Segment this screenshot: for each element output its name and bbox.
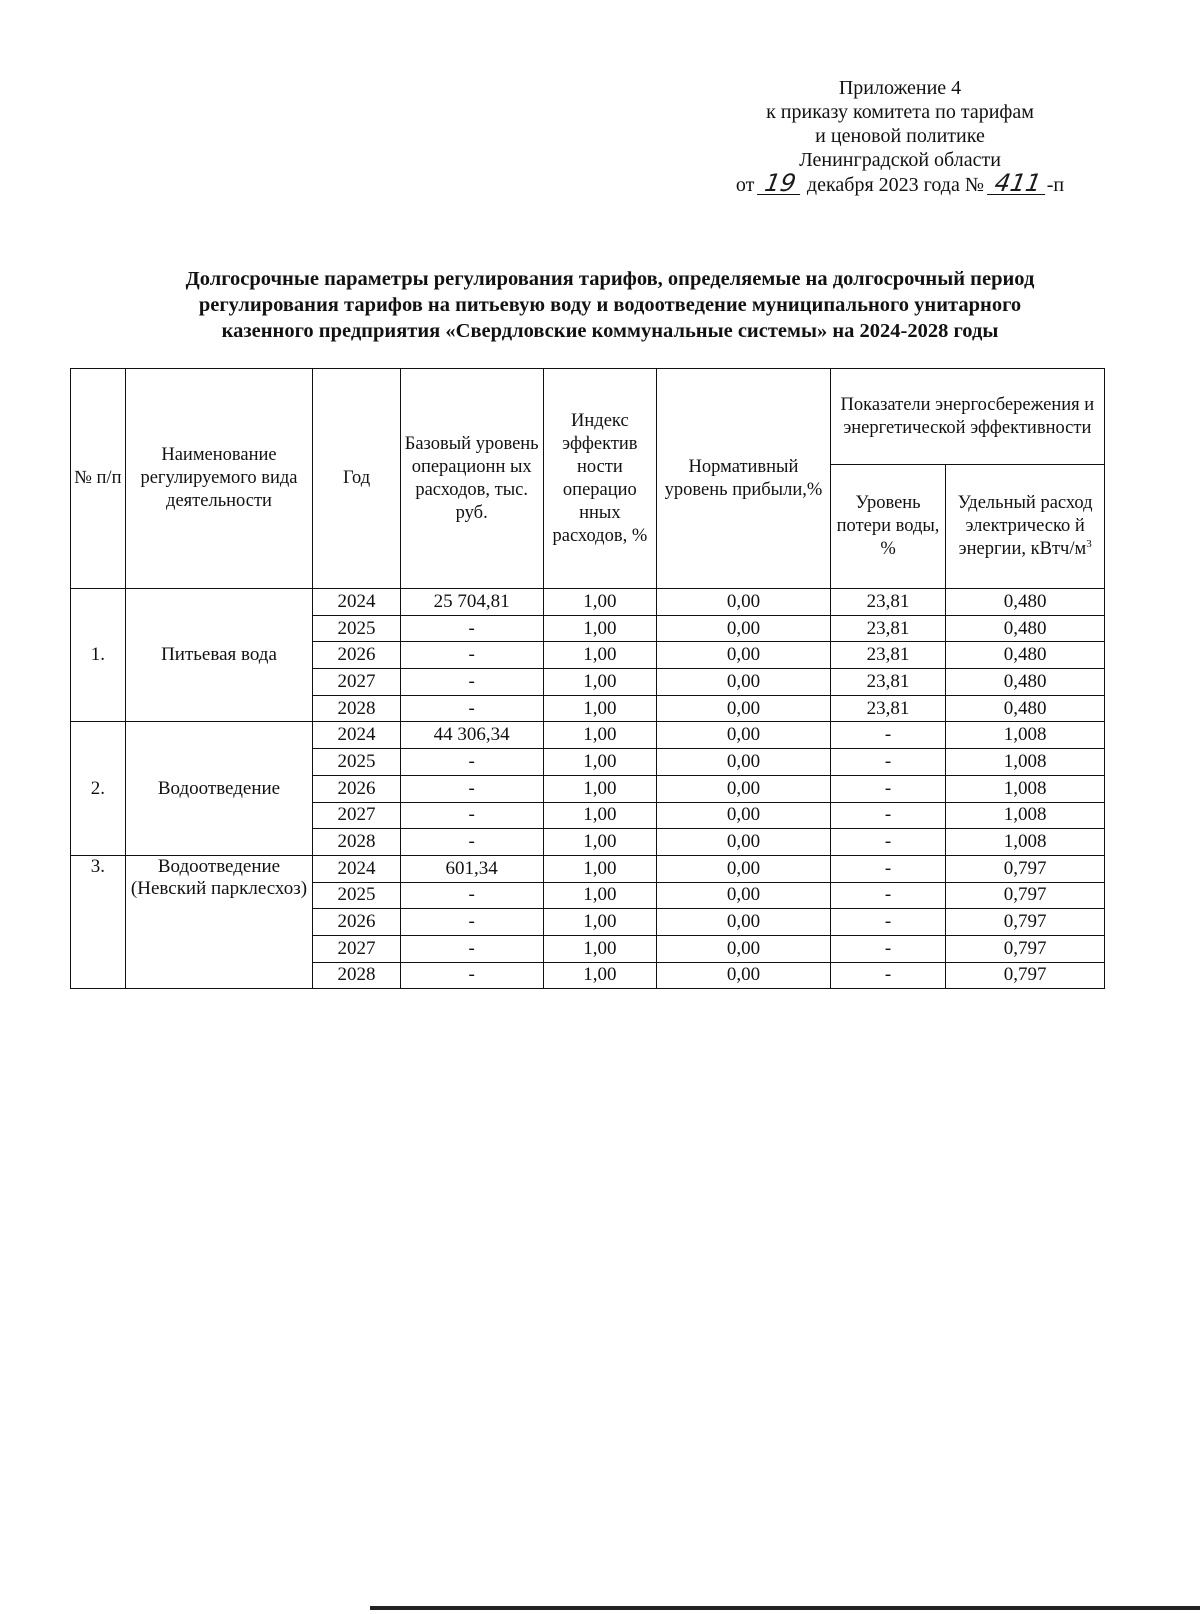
cell-base: - <box>400 669 543 696</box>
cell-year: 2026 <box>313 909 401 936</box>
order-suffix: -п <box>1046 174 1065 196</box>
cell-loss: - <box>830 909 946 936</box>
cell-year: 2024 <box>313 589 401 616</box>
header-name: Наименование регулируемого вида деятельности <box>125 369 313 589</box>
cell-base: - <box>400 615 543 642</box>
cell-specific: 1,008 <box>946 775 1105 802</box>
cell-specific: 1,008 <box>946 722 1105 749</box>
header-specific-sup: 3 <box>1086 537 1092 550</box>
cell-specific: 0,797 <box>946 935 1105 962</box>
cell-base: - <box>400 642 543 669</box>
cell-index: 1,00 <box>543 695 657 722</box>
cell-specific: 0,797 <box>946 882 1105 909</box>
cell-loss: - <box>830 962 946 989</box>
cell-loss: - <box>830 829 946 856</box>
appendix-line-2: к приказу комитета по тарифам <box>766 101 1034 123</box>
cell-profit: 0,00 <box>657 722 831 749</box>
cell-index: 1,00 <box>543 962 657 989</box>
cell-year: 2026 <box>313 775 401 802</box>
cell-year: 2026 <box>313 642 401 669</box>
cell-profit: 0,00 <box>657 802 831 829</box>
cell-specific: 0,480 <box>946 695 1105 722</box>
group-name: Водоотведение (Невский парклесхоз) <box>125 855 313 988</box>
cell-specific: 1,008 <box>946 749 1105 776</box>
cell-index: 1,00 <box>543 669 657 696</box>
cell-profit: 0,00 <box>657 615 831 642</box>
cell-specific: 0,480 <box>946 615 1105 642</box>
cell-base: 25 704,81 <box>400 589 543 616</box>
cell-profit: 0,00 <box>657 589 831 616</box>
cell-year: 2027 <box>313 935 401 962</box>
tariff-parameters-table <box>70 368 1105 989</box>
cell-loss: - <box>830 855 946 882</box>
group-num: 1. <box>71 589 126 722</box>
cell-specific: 0,797 <box>946 909 1105 936</box>
appendix-header <box>700 76 1100 197</box>
cell-index: 1,00 <box>543 722 657 749</box>
order-prefix: от <box>735 174 755 196</box>
cell-loss: - <box>830 802 946 829</box>
cell-base: - <box>400 882 543 909</box>
group-name: Водоотведение <box>125 722 313 855</box>
header-base: Базовый уровень операционн ых расходов, тыс. руб. <box>400 369 543 589</box>
cell-index: 1,00 <box>543 935 657 962</box>
cell-year: 2024 <box>313 855 401 882</box>
header-profit: Нормативный уровень прибыли,% <box>657 369 831 589</box>
cell-year: 2024 <box>313 722 401 749</box>
title-line-1: Долгосрочные параметры регулирования тарифов, определяемые на долгосрочный период <box>185 268 1035 290</box>
table-row <box>71 855 1105 882</box>
cell-profit: 0,00 <box>657 855 831 882</box>
header-index: Индекс эффектив ности операцио нных расходов, % <box>543 369 657 589</box>
cell-profit: 0,00 <box>657 882 831 909</box>
cell-year: 2028 <box>313 829 401 856</box>
header-num: № п/п <box>71 369 126 589</box>
cell-index: 1,00 <box>543 589 657 616</box>
cell-base: 601,34 <box>400 855 543 882</box>
group-num: 3. <box>71 855 126 988</box>
cell-profit: 0,00 <box>657 909 831 936</box>
cell-year: 2025 <box>313 615 401 642</box>
cell-index: 1,00 <box>543 615 657 642</box>
order-number-handwritten: 411 <box>987 172 1049 195</box>
cell-base: - <box>400 802 543 829</box>
appendix-line-4: Ленинградской области <box>799 149 1001 171</box>
group-num: 2. <box>71 722 126 855</box>
cell-year: 2028 <box>313 962 401 989</box>
document-title <box>90 266 1130 344</box>
cell-year: 2028 <box>313 695 401 722</box>
header-specific-label: Удельный расход электрическо й энергии, кВтч/м <box>957 493 1093 559</box>
cell-index: 1,00 <box>543 882 657 909</box>
cell-specific: 0,480 <box>946 589 1105 616</box>
cell-loss: - <box>830 775 946 802</box>
cell-year: 2025 <box>313 749 401 776</box>
order-middle: декабря 2023 года № <box>806 174 984 196</box>
header-energy-group: Показатели энергосбережения и энергетической эффективности <box>830 369 1104 465</box>
cell-loss: - <box>830 722 946 749</box>
scan-bottom-edge <box>370 1606 1200 1610</box>
header-loss: Уровень потери воды, % <box>830 465 946 589</box>
header-specific <box>946 465 1105 589</box>
cell-profit: 0,00 <box>657 935 831 962</box>
appendix-line-3: и ценовой политике <box>815 125 985 147</box>
cell-loss: 23,81 <box>830 615 946 642</box>
cell-loss: 23,81 <box>830 669 946 696</box>
cell-loss: - <box>830 882 946 909</box>
cell-index: 1,00 <box>543 749 657 776</box>
cell-index: 1,00 <box>543 802 657 829</box>
title-line-2: регулирования тарифов на питьевую воду и водоотведение муниципального унитарного <box>198 294 1022 316</box>
cell-specific: 1,008 <box>946 829 1105 856</box>
table-body <box>71 589 1105 989</box>
cell-loss: 23,81 <box>830 695 946 722</box>
cell-index: 1,00 <box>543 829 657 856</box>
title-line-3: казенного предприятия «Свердловские коммунальные системы» на 2024-2028 годы <box>221 320 999 342</box>
cell-base: - <box>400 749 543 776</box>
cell-base: - <box>400 775 543 802</box>
cell-index: 1,00 <box>543 642 657 669</box>
cell-index: 1,00 <box>543 909 657 936</box>
cell-specific: 0,797 <box>946 962 1105 989</box>
cell-loss: - <box>830 935 946 962</box>
cell-base: 44 306,34 <box>400 722 543 749</box>
table-row <box>71 722 1105 749</box>
cell-base: - <box>400 909 543 936</box>
cell-specific: 0,480 <box>946 642 1105 669</box>
order-day-handwritten: 19 <box>757 172 804 195</box>
cell-specific: 0,480 <box>946 669 1105 696</box>
cell-specific: 1,008 <box>946 802 1105 829</box>
cell-profit: 0,00 <box>657 669 831 696</box>
cell-loss: 23,81 <box>830 589 946 616</box>
cell-year: 2027 <box>313 802 401 829</box>
header-year: Год <box>313 369 401 589</box>
cell-base: - <box>400 695 543 722</box>
cell-profit: 0,00 <box>657 962 831 989</box>
cell-profit: 0,00 <box>657 695 831 722</box>
cell-base: - <box>400 962 543 989</box>
cell-year: 2025 <box>313 882 401 909</box>
cell-year: 2027 <box>313 669 401 696</box>
cell-base: - <box>400 935 543 962</box>
cell-profit: 0,00 <box>657 775 831 802</box>
cell-profit: 0,00 <box>657 642 831 669</box>
cell-index: 1,00 <box>543 775 657 802</box>
cell-loss: - <box>830 749 946 776</box>
cell-loss: 23,81 <box>830 642 946 669</box>
cell-base: - <box>400 829 543 856</box>
cell-profit: 0,00 <box>657 829 831 856</box>
order-date-line <box>700 169 1100 197</box>
cell-specific: 0,797 <box>946 855 1105 882</box>
group-name: Питьевая вода <box>125 589 313 722</box>
cell-index: 1,00 <box>543 855 657 882</box>
cell-profit: 0,00 <box>657 749 831 776</box>
appendix-line-1: Приложение 4 <box>838 77 962 99</box>
table-row <box>71 589 1105 616</box>
